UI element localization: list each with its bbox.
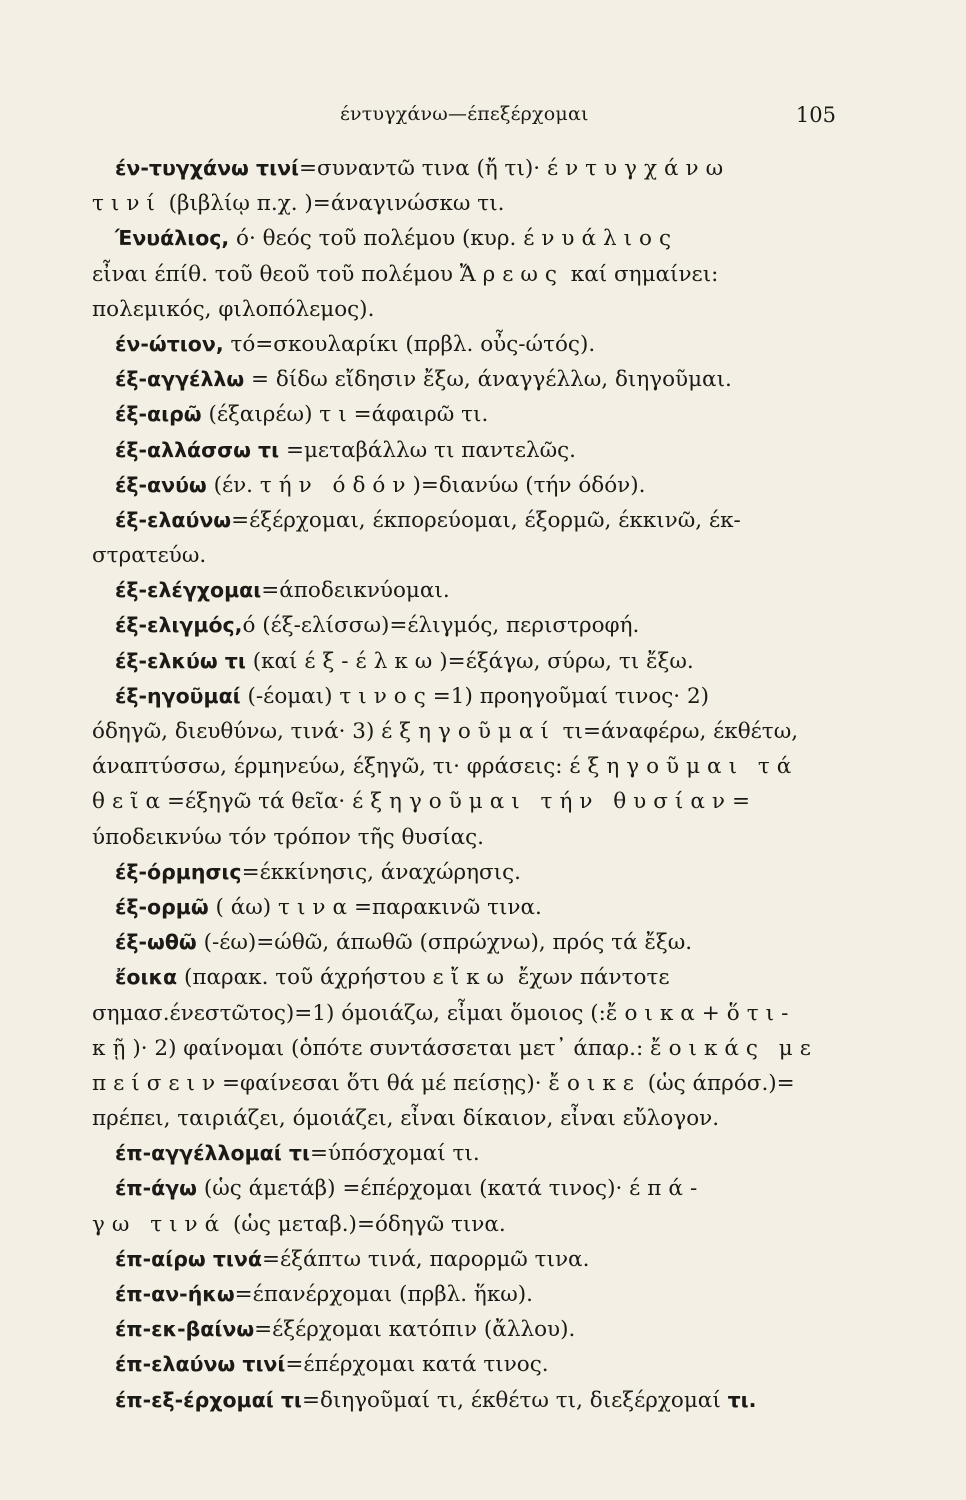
entry-text: = bbox=[731, 789, 750, 815]
entry-line bbox=[92, 1031, 837, 1066]
entry-headword: έπ-αίρω τινά bbox=[115, 1246, 262, 1271]
spaced-quotation: ένυάλιος bbox=[523, 226, 679, 252]
entry-headword: έν-ώτιον, bbox=[115, 331, 224, 356]
entry-text: =διηγοῦμαί τι, έκθέτω τι, διεξέρχομαί bbox=[301, 1387, 728, 1413]
dictionary-entries bbox=[92, 151, 837, 1418]
spaced-quotation: γω τινά bbox=[92, 1211, 227, 1237]
entry-text: =έξάπτω τινά, παρορμῶ τινα. bbox=[261, 1246, 590, 1272]
entry-line bbox=[92, 1171, 837, 1206]
entry-text: τό=σκουλαρίκι (πρβλ. οὖς-ώτός). bbox=[223, 331, 596, 357]
entry-headword: έξ-ελαύνω bbox=[115, 507, 232, 532]
entry-text: =έπέρχομαι κατά τινος. bbox=[285, 1352, 549, 1378]
entry-headword: έξ-ανύω bbox=[115, 472, 207, 497]
entry-headword: έπ-άγω bbox=[115, 1176, 197, 1201]
spaced-quotation: έξηγοῦμαι τά bbox=[569, 754, 799, 780]
entry-line bbox=[92, 960, 837, 995]
spaced-quotation: κῇ bbox=[92, 1035, 133, 1061]
entry-line bbox=[92, 468, 837, 503]
spaced-quotation: τι bbox=[319, 402, 354, 428]
entry-line bbox=[92, 820, 837, 855]
page-number: 105 bbox=[795, 103, 836, 127]
entry-text: (καί bbox=[245, 648, 305, 674]
spaced-quotation: τινα bbox=[278, 894, 354, 920]
entry-text: πρέπει, ταιριάζει, όμοιάζει, εἶναι δίκαιον, εἶναι εὔλογον. bbox=[92, 1106, 720, 1132]
entry-line bbox=[92, 221, 837, 256]
entry-text: =συναντῶ τινα (ἤ τι)· bbox=[299, 156, 547, 181]
entry-line bbox=[92, 292, 837, 327]
entry-line bbox=[92, 1242, 837, 1277]
spaced-quotation: ἔοικε bbox=[548, 1070, 641, 1096]
spaced-quotation: ἔοικα+ὅτι- bbox=[605, 1000, 796, 1026]
spaced-quotation: τήν όδόν bbox=[259, 472, 413, 498]
spaced-quotation: τινί bbox=[92, 191, 162, 217]
entry-text: =φαίνεσαι ὅτι θά μέ πείσῃς)· bbox=[222, 1070, 549, 1096]
entry-line bbox=[92, 714, 837, 749]
entry-text: (βιβλίῳ π.χ. )=άναγινώσκω τι. bbox=[161, 191, 505, 217]
entry-text: ( άω) bbox=[208, 894, 279, 920]
entry-text: (-έομαι) bbox=[240, 683, 340, 709]
entry-headword: έπ-ελαύνω τινί bbox=[115, 1352, 286, 1377]
entry-text: )=διανύω (τήν όδόν). bbox=[412, 472, 646, 498]
entry-line bbox=[92, 925, 837, 960]
entry-headword: έξ-ηγοῦμαί bbox=[115, 683, 241, 708]
entry-line bbox=[92, 573, 837, 608]
entry-text: στρατεύω. bbox=[92, 543, 207, 569]
entry-line bbox=[92, 151, 837, 186]
entry-line bbox=[92, 257, 837, 292]
entry-text: πολεμικός, φιλοπόλεμος). bbox=[92, 296, 375, 322]
entry-line bbox=[92, 890, 837, 925]
entry-text: ἔχων πάντοτε bbox=[511, 965, 670, 991]
spaced-quotation: ἔοικάς με bbox=[650, 1035, 818, 1061]
entry-text: καί σημαίνει: bbox=[563, 261, 719, 287]
entry-text: (παρακ. τοῦ άχρήστου bbox=[177, 965, 433, 991]
spaced-quotation: έξ-έλκω bbox=[304, 648, 440, 674]
entry-headword: έξ-αλλάσσω τι bbox=[115, 437, 280, 462]
spaced-quotation: έπά- bbox=[629, 1176, 705, 1202]
entry-text: ύποδεικνύω τόν τρόπον τῆς θυσίας. bbox=[92, 824, 484, 850]
entry-headword: έν-τυγχάνω τινί bbox=[115, 156, 300, 180]
entry-line bbox=[92, 327, 837, 362]
entry-text: (ὡς άπρόσ.)= bbox=[640, 1070, 795, 1096]
spaced-quotation: έντυγχάνω bbox=[546, 156, 731, 181]
spaced-quotation: τινος bbox=[339, 683, 433, 709]
entry-headword: έπ-αγγέλλομαί τι bbox=[115, 1141, 310, 1166]
running-head bbox=[0, 103, 966, 133]
entry-headword: έξ-ελκύω τι bbox=[115, 648, 246, 673]
entry-line bbox=[92, 186, 837, 221]
entry-line bbox=[92, 1383, 837, 1418]
entry-text: (έν. bbox=[206, 472, 260, 498]
spaced-quotation: Ἄρεως bbox=[459, 261, 564, 287]
entry-text: = δίδω εἴδησιν ἔξω, άναγγέλλω, διηγοῦμαι. bbox=[244, 367, 732, 393]
entry-text: =έξέρχομαι κατόπιν (ἄλλου). bbox=[254, 1317, 576, 1343]
entry-headword: ἔοικα bbox=[115, 965, 178, 990]
entry-text: =έπανέρχομαι (πρβλ. ἥκω). bbox=[234, 1282, 534, 1307]
entry-line bbox=[92, 644, 837, 679]
entry-line bbox=[92, 433, 837, 468]
running-head-title: έντυγχάνω—έπεξέρχομαι bbox=[340, 103, 589, 125]
entry-line bbox=[92, 1347, 837, 1382]
entry-line bbox=[92, 362, 837, 397]
entry-headword: έξ-αιρῶ bbox=[115, 402, 202, 427]
entry-text: (-έω)=ώθῶ, άπωθῶ (σπρώχνω), πρός τά ἔξω. bbox=[196, 930, 693, 956]
entry-text: ό (έξ-ελίσσω)=έλιγμός, περιστροφή. bbox=[242, 613, 640, 639]
entry-headword: τι. bbox=[727, 1387, 757, 1412]
entry-headword: έπ-εκ-βαίνω bbox=[115, 1317, 255, 1342]
entry-text: =έξέρχομαι, έκπορεύομαι, έξορμῶ, έκκινῶ, έκ- bbox=[231, 507, 741, 533]
entry-line bbox=[92, 1277, 837, 1312]
entry-headword: έξ-όρμησις bbox=[115, 859, 242, 884]
entry-line bbox=[92, 1312, 837, 1347]
entry-text: =παρακινῶ τινα. bbox=[353, 894, 542, 920]
entry-line bbox=[92, 538, 837, 573]
entry-text: (έξαιρέω) bbox=[201, 402, 320, 428]
entry-headword: έπ-αν-ήκω bbox=[115, 1282, 235, 1306]
entry-line bbox=[92, 1066, 837, 1101]
entry-headword: έξ-ορμῶ bbox=[115, 894, 209, 919]
entry-text: =έκκίνησις, άναχώρησις. bbox=[241, 859, 521, 885]
entry-text: (ὡς άμετάβ) =έπέρχομαι (κατά τινος)· bbox=[197, 1176, 630, 1202]
entry-line bbox=[92, 503, 837, 538]
entry-line bbox=[92, 1101, 837, 1136]
entry-line bbox=[92, 855, 837, 890]
entry-headword: Ένυάλιος, bbox=[115, 226, 230, 251]
entry-line bbox=[92, 1207, 837, 1242]
entry-text: σημασ.ένεστῶτος)=1) όμοιάζω, εἶμαι ὅμοιος (: bbox=[92, 1000, 606, 1026]
entry-text: =μεταβάλλω τι παντελῶς. bbox=[279, 437, 576, 463]
entry-text: όδηγῶ, διευθύνω, τινά· 3) bbox=[92, 719, 382, 744]
entry-text: άναπτύσσω, έρμηνεύω, έξηγῶ, τι· φράσεις: bbox=[92, 754, 570, 780]
entry-line bbox=[92, 996, 837, 1031]
entry-text: )=έξάγω, σύρω, τι ἔξω. bbox=[439, 648, 694, 674]
entry-line bbox=[92, 749, 837, 784]
entry-line bbox=[92, 784, 837, 819]
entry-headword: έπ-εξ-έρχομαί τι bbox=[115, 1387, 302, 1412]
entry-text: (ὡς μεταβ.)=όδηγῶ τινα. bbox=[226, 1211, 506, 1237]
entry-headword: έξ-αγγέλλω bbox=[115, 367, 245, 392]
entry-headword: έξ-ωθῶ bbox=[115, 930, 197, 955]
entry-line bbox=[92, 1136, 837, 1171]
entry-headword: έξ-ελέγχομαι bbox=[115, 578, 262, 603]
entry-line bbox=[92, 608, 837, 643]
entry-headword: έξ-ελιγμός, bbox=[115, 613, 243, 638]
entry-text: )· 2) φαίνομαι (ὁπότε συντάσσεται μετ᾽ άπαρ.: bbox=[132, 1035, 651, 1061]
spaced-quotation: εἴκω bbox=[432, 965, 512, 991]
entry-text: =έξηγῶ τά θεῖα· bbox=[167, 789, 353, 815]
entry-line bbox=[92, 679, 837, 714]
entry-text: =άφαιρῶ τι. bbox=[353, 402, 489, 428]
entry-text: =άποδεικνύομαι. bbox=[261, 578, 450, 604]
entry-text: τι=άναφέρω, έκθέτω, bbox=[555, 719, 799, 744]
entry-line bbox=[92, 397, 837, 432]
spaced-quotation: έξηγοῦμαι τήν θυσίαν bbox=[352, 789, 732, 815]
entry-text: =1) προηγοῦμαί τινος· 2) bbox=[432, 683, 710, 709]
spaced-quotation: θεῖα bbox=[92, 789, 168, 815]
entry-text: =ύπόσχομαί τι. bbox=[309, 1141, 480, 1167]
entry-text: ό· θεός τοῦ πολέμου (κυρ. bbox=[229, 226, 524, 252]
spaced-quotation: έξηγοῦμαί bbox=[381, 719, 556, 744]
spaced-quotation: πείσειν bbox=[92, 1070, 223, 1096]
entry-text: εἶναι έπίθ. τοῦ θεοῦ τοῦ πολέμου bbox=[92, 261, 460, 287]
